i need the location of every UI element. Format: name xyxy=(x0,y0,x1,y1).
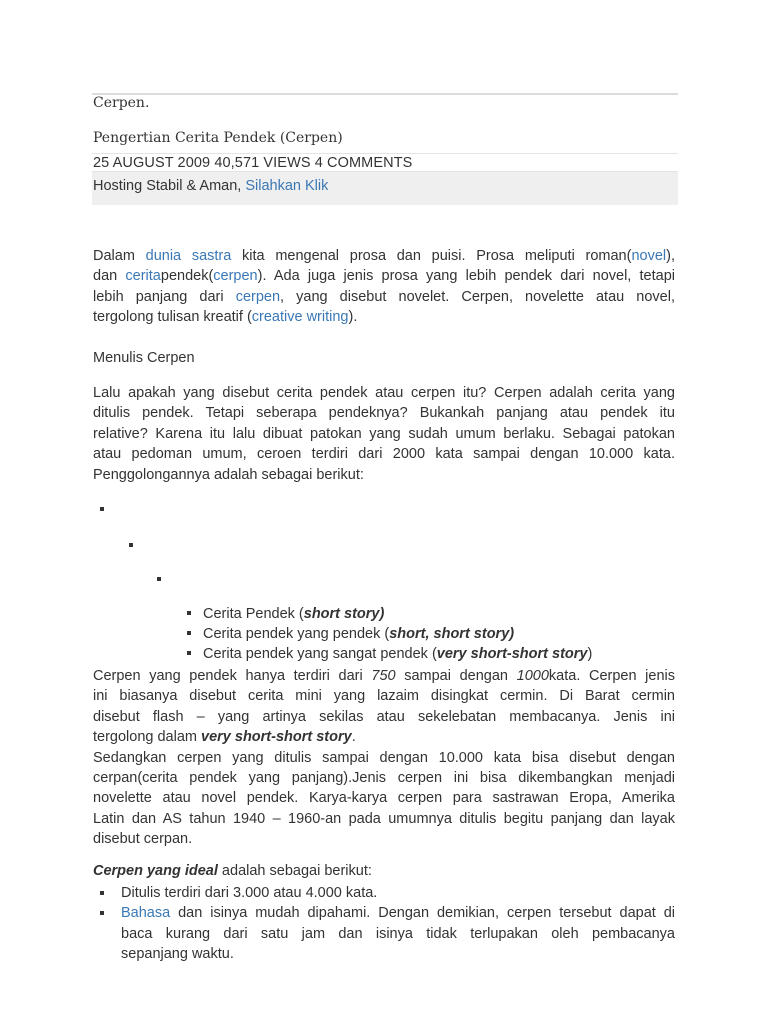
link-cerpen[interactable]: cerpen xyxy=(213,268,258,285)
section-heading-menulis: Menulis Cerpen xyxy=(93,350,195,366)
length-paragraph xyxy=(93,666,675,850)
list-item-short-short-story: Cerita pendek yang pendek (short, short story) xyxy=(187,626,514,642)
hosting-banner xyxy=(92,172,678,205)
link-cerpen-2[interactable]: cerpen xyxy=(235,288,281,305)
bullet-square xyxy=(187,631,191,635)
intro-line-2: dan ceritapendek(cerpen). Ada juga jenis prosa yang lebih pendek dari novel, tetapi xyxy=(93,268,675,285)
length-line-5: Sedangkan cerpen yang ditulis sampai dengan 10.000 kata bisa disebut dengan xyxy=(93,749,675,766)
banner-label: Hosting Stabil & Aman, xyxy=(93,178,246,194)
definition-paragraph xyxy=(93,383,675,485)
link-bahasa[interactable]: Bahasa xyxy=(121,905,171,922)
top-divider xyxy=(92,93,678,95)
ideal-item-2 xyxy=(93,903,675,964)
length-line-9: disebut cerpan. xyxy=(93,831,193,848)
ideal-heading: Cerpen yang ideal adalah sebagai berikut: xyxy=(93,863,372,879)
length-line-8: Latin dan AS tahun 1940 – 1960-an pada umumnya ditulis begitu panjang dan layak xyxy=(93,810,675,827)
length-line-4: tergolong dalam very short-short story. xyxy=(93,729,356,746)
link-novel[interactable]: novel xyxy=(631,248,667,264)
intro-paragraph xyxy=(93,246,675,328)
list-item-short-story: Cerita Pendek (short story) xyxy=(187,606,384,622)
article-title: Pengertian Cerita Pendek (Cerpen) xyxy=(93,130,343,146)
bullet-square xyxy=(187,651,191,655)
banner-text xyxy=(93,178,328,194)
article-meta: 25 AUGUST 2009 40,571 VIEWS 4 COMMENTS xyxy=(93,155,413,171)
list-item-very-short-story: Cerita pendek yang sangat pendek (very short-short story) xyxy=(187,646,592,662)
length-line-7: novelette atau novel pendek. Karya-karya cerpen para sastrawan Eropa, Amerika xyxy=(93,790,675,807)
ideal-item-1: Ditulis terdiri dari 3.000 atau 4.000 kata. xyxy=(93,883,675,903)
empty-bullet-level-1 xyxy=(100,507,104,511)
link-creative-writing[interactable]: creative writing xyxy=(251,309,349,326)
bullet-square xyxy=(100,891,104,895)
intro-line-4: tergolong tulisan kreatif (creative writing). xyxy=(93,309,358,326)
banner-link[interactable]: Silahkan Klik xyxy=(245,178,329,194)
title-divider xyxy=(92,153,678,154)
bullet-square xyxy=(187,611,191,615)
empty-bullet-level-3 xyxy=(157,577,161,581)
definition-line-4: atau pedoman umum, ceroen terdiri dari 2000 kata sampai dengan 10.000 kata. xyxy=(93,446,675,463)
length-line-6: cerpan(cerita pendek yang panjang).Jenis cerpen ini bisa dikembangkan menjadi xyxy=(93,770,675,787)
definition-line-2: ditulis pendek. Tetapi seberapa pendeknya? Bukankah panjang atau pendek itu xyxy=(93,405,675,422)
empty-bullet-level-2 xyxy=(129,543,133,547)
definition-line-3: relative? Karena itu lalu dibuat patokan yang sudah umum berlaku. Sebagai patokan xyxy=(93,425,675,442)
ideal-list xyxy=(93,883,675,965)
ideal-item-2-line-1: Bahasa dan isinya mudah dipahami. Dengan demikian, cerpen tersebut dapat di xyxy=(121,905,675,922)
definition-line-1: Lalu apakah yang disebut cerita pendek atau cerpen itu? Cerpen adalah cerita yang xyxy=(93,385,675,401)
intro-line-3: lebih panjang dari cerpen, yang disebut novelet. Cerpen, novelette atau novel, xyxy=(93,288,675,305)
bullet-square xyxy=(100,911,104,915)
ideal-item-2-line-2: baca kurang dari satu jam dan isinya tidak terlupakan oleh pembacanya xyxy=(121,925,675,942)
length-line-2: ini biasanya disebut cerita mini yang lazaim disingkat cermin. Di Barat cermin xyxy=(93,688,675,705)
link-dunia-sastra[interactable]: dunia sastra xyxy=(145,248,232,264)
link-cerita[interactable]: cerita xyxy=(125,268,161,285)
ideal-item-2-line-3: sepanjang waktu. xyxy=(121,946,234,963)
length-line-1: Cerpen yang pendek hanya terdiri dari 750 sampai dengan 1000kata. Cerpen jenis xyxy=(93,668,676,684)
length-line-3: disebut flash – yang artinya sekilas atau sekelebatan membacanya. Jenis ini xyxy=(93,708,675,725)
intro-line-1: Dalam dunia sastra kita mengenal prosa dan puisi. Prosa meliputi roman(novel), xyxy=(93,248,675,264)
page-title: Cerpen. xyxy=(93,95,150,111)
definition-line-5: Penggolongannya adalah sebagai berikut: xyxy=(93,466,364,483)
